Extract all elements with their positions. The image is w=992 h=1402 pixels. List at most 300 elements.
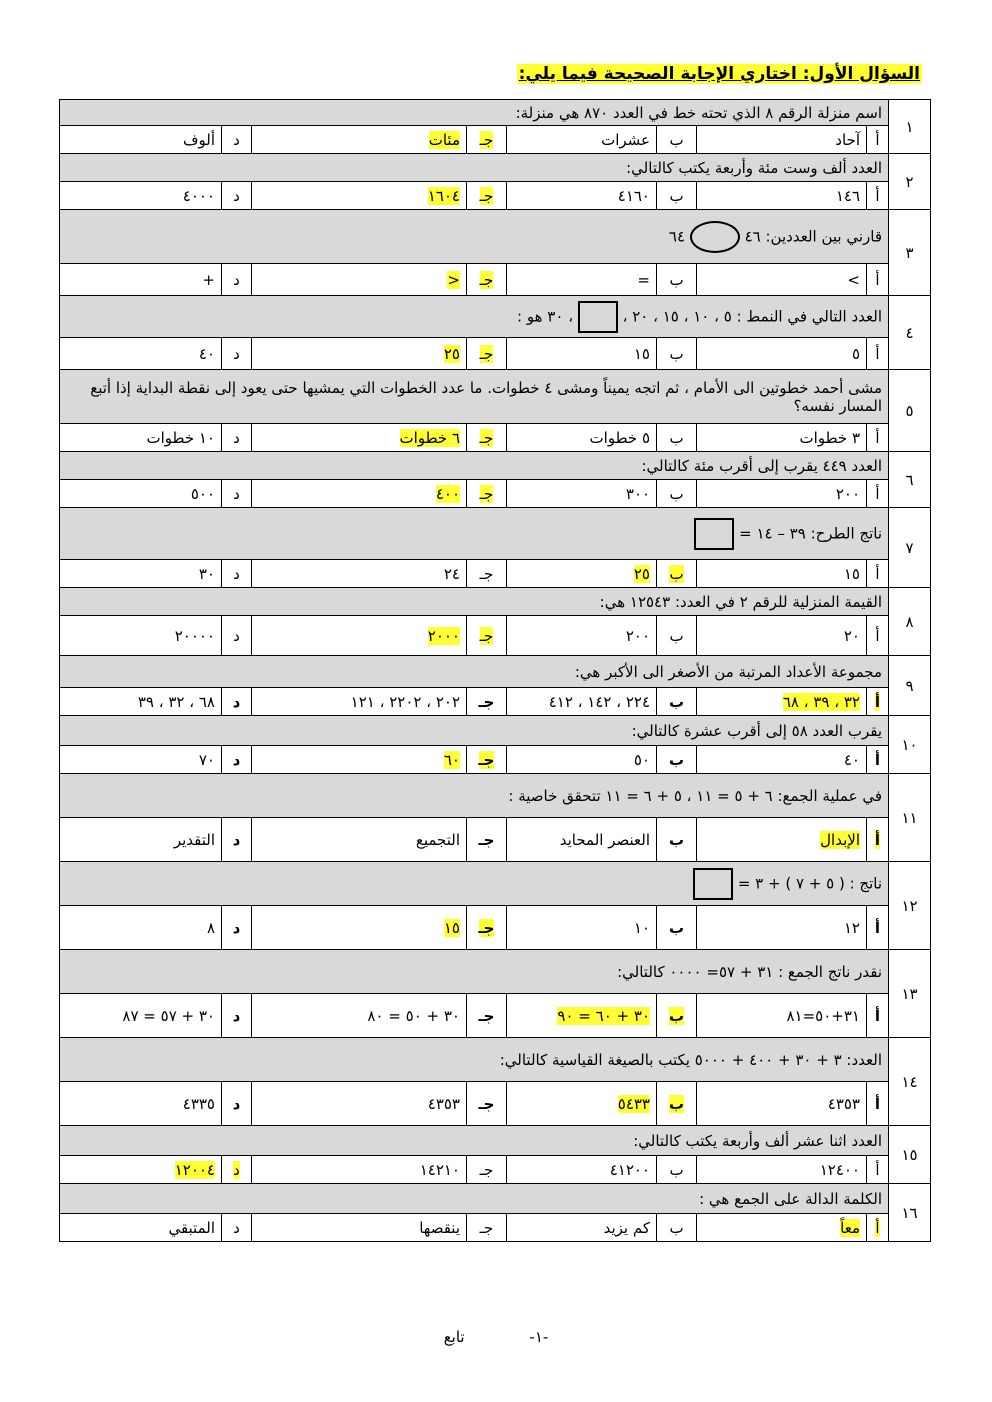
option-text: ٢٢٤ ، ١٤٢ ، ٤١٢ [548, 692, 650, 711]
question-text [60, 508, 889, 560]
option-text: ٤٠ [198, 344, 215, 363]
option-cell[interactable] [252, 126, 467, 154]
option-cell[interactable] [60, 480, 222, 508]
option-letter-text: د [233, 1160, 240, 1179]
option-letter-text: أ [875, 344, 880, 363]
option-letter [867, 746, 889, 774]
option-cell[interactable] [60, 264, 222, 296]
option-text: = [637, 270, 650, 289]
question-text [60, 1184, 889, 1214]
question-number: ٥ [889, 370, 931, 452]
option-letter-text: جـ [479, 428, 494, 447]
option-cell[interactable] [60, 182, 222, 210]
question-number: ٤ [889, 296, 931, 370]
option-letter [657, 1082, 697, 1126]
option-letter-text: أ [875, 564, 880, 583]
question-text [60, 1038, 889, 1082]
option-letter [467, 616, 507, 656]
option-text: ١٠ [633, 918, 650, 937]
option-letter [222, 818, 252, 862]
option-cell[interactable] [60, 1082, 222, 1126]
option-cell[interactable] [507, 616, 657, 656]
option-cell[interactable] [697, 424, 867, 452]
option-letter-text: جـ [478, 750, 495, 769]
option-text: ٨ [206, 918, 215, 937]
options-row [60, 906, 931, 950]
questions-table [59, 99, 931, 1242]
question-text [60, 210, 889, 264]
option-cell[interactable] [60, 818, 222, 862]
option-cell[interactable] [252, 746, 467, 774]
option-cell[interactable] [60, 616, 222, 656]
option-text: المتبقي [168, 1218, 215, 1237]
option-text: كم يزيد [603, 1218, 650, 1237]
option-letter [222, 480, 252, 508]
options-row [60, 480, 931, 508]
option-letter-text: ب [669, 1160, 684, 1179]
option-text: ٤٣٣٥ [182, 1094, 215, 1113]
option-text: ١٠ خطوات [146, 428, 215, 447]
option-letter [467, 480, 507, 508]
option-letter-text: جـ [479, 186, 494, 205]
option-text: ١٤٦ [835, 186, 860, 205]
option-letter-text: د [233, 626, 240, 645]
option-letter [657, 1156, 697, 1184]
option-cell[interactable] [252, 1082, 467, 1126]
option-letter-text: أ [875, 1160, 880, 1179]
page-number: -١- [529, 1328, 549, 1346]
option-letter-text: جـ [479, 270, 494, 289]
option-letter-text: د [232, 918, 241, 937]
option-letter-text: ب [669, 344, 684, 363]
option-text: ٧٠ [198, 750, 215, 769]
option-cell[interactable] [697, 560, 867, 588]
option-letter [657, 264, 697, 296]
option-cell[interactable] [507, 264, 657, 296]
options-row [60, 818, 931, 862]
question-number: ٢ [889, 154, 931, 210]
option-cell[interactable] [697, 1082, 867, 1126]
option-letter [222, 182, 252, 210]
option-letter [657, 126, 697, 154]
option-letter [867, 480, 889, 508]
question-text-main: قارني بين العددين: ٤٦ [744, 227, 882, 245]
option-text: < [447, 270, 460, 289]
page-footer [0, 1328, 992, 1346]
option-letter-text: أ [875, 484, 880, 503]
option-letter [657, 906, 697, 950]
option-letter-text: أ [875, 428, 880, 447]
question-text [60, 774, 889, 818]
options-row [60, 264, 931, 296]
option-letter [467, 818, 507, 862]
option-letter [222, 906, 252, 950]
option-cell[interactable] [60, 994, 222, 1038]
option-cell[interactable] [252, 616, 467, 656]
option-letter [867, 906, 889, 950]
option-letter [467, 560, 507, 588]
option-cell[interactable] [697, 264, 867, 296]
question-row [60, 210, 931, 264]
question-text-main: العدد التالي في النمط : ٥ ، ١٠ ، ١٥ ، ٢٠ ، [622, 307, 882, 325]
question-text-main: العدد ٤٤٩ يقرب إلى أقرب مئة كالتالي: [641, 456, 882, 475]
option-cell[interactable] [697, 1156, 867, 1184]
question-row [60, 862, 931, 906]
option-letter-text: د [233, 564, 240, 583]
option-cell[interactable] [507, 560, 657, 588]
option-letter [467, 1082, 507, 1126]
option-letter-text: ب [669, 1218, 684, 1237]
option-letter-text: ب [669, 186, 684, 205]
option-text: ٥٤٣٣ [617, 1094, 650, 1113]
question-number: ١٥ [889, 1126, 931, 1184]
option-text: ١٢ [843, 918, 860, 937]
question-row [60, 370, 931, 424]
question-row [60, 950, 931, 994]
option-cell[interactable] [252, 1156, 467, 1184]
option-cell[interactable] [252, 1214, 467, 1242]
options-row [60, 560, 931, 588]
option-letter [222, 616, 252, 656]
option-cell[interactable] [252, 818, 467, 862]
question-row [60, 1184, 931, 1214]
option-letter-text: أ [875, 626, 880, 645]
option-letter-text: د [233, 428, 240, 447]
option-letter [867, 560, 889, 588]
option-letter-text: أ [874, 830, 881, 849]
option-letter [867, 818, 889, 862]
answer-box[interactable] [694, 518, 734, 550]
option-text: ألوف [182, 130, 215, 149]
option-text: ١٦٠٤ [427, 186, 460, 205]
question-text-main: في عملية الجمع: ٦ + ٥ = ١١ ، ٥ + ٦ = ١١ تتحقق خاصية : [508, 786, 882, 805]
option-letter-text: جـ [479, 564, 494, 583]
option-text: آحاد [835, 130, 860, 149]
option-text: ٣٠ + ٥٧ = ٨٧ [122, 1006, 215, 1025]
option-cell[interactable] [697, 994, 867, 1038]
option-cell[interactable] [697, 126, 867, 154]
option-cell[interactable] [252, 182, 467, 210]
option-letter-text: د [232, 750, 241, 769]
option-letter [467, 424, 507, 452]
option-letter-text: ب [669, 484, 684, 503]
question-number: ١٤ [889, 1038, 931, 1126]
option-letter [657, 424, 697, 452]
option-text: الإبدال [820, 830, 860, 849]
question-text-main: ناتج : ( ٥ + ٧ ) + ٣ = [737, 874, 882, 892]
continue-label: تابع [443, 1328, 465, 1346]
question-text-main: يقرب العدد ٥٨ إلى أقرب عشرة كالتالي: [631, 721, 882, 740]
option-letter [467, 1214, 507, 1242]
option-text: ٤٠٠٠ [182, 186, 215, 205]
option-letter-text: د [232, 1094, 241, 1113]
answer-box[interactable] [578, 301, 618, 333]
option-letter-text: جـ [478, 918, 495, 937]
option-cell[interactable] [507, 424, 657, 452]
option-text: > [847, 270, 860, 289]
option-text: ٤٣٥٣ [827, 1094, 860, 1113]
option-letter-text: ب [668, 830, 685, 849]
options-row [60, 1156, 931, 1184]
option-cell[interactable] [252, 560, 467, 588]
option-letter [467, 1156, 507, 1184]
option-text: ٢٠٠ [625, 626, 650, 645]
option-text: ٤٠٠ [435, 484, 460, 503]
option-letter [867, 1156, 889, 1184]
option-cell[interactable] [507, 818, 657, 862]
option-cell[interactable] [252, 480, 467, 508]
question-number: ٨ [889, 588, 931, 656]
option-cell[interactable] [507, 746, 657, 774]
option-letter-text: أ [874, 1006, 881, 1025]
option-letter [657, 480, 697, 508]
option-letter-text: جـ [478, 1094, 495, 1113]
question-text [60, 588, 889, 616]
option-letter [467, 746, 507, 774]
option-letter [867, 1082, 889, 1126]
option-letter-text: ب [669, 428, 684, 447]
question-text [60, 862, 889, 906]
option-cell[interactable] [697, 1214, 867, 1242]
option-letter-text: ب [669, 270, 684, 289]
option-text: + [202, 270, 215, 289]
option-letter-text: د [233, 130, 240, 149]
option-cell[interactable] [252, 264, 467, 296]
option-text: معاً [840, 1218, 860, 1237]
option-text: التجميع [415, 830, 460, 849]
question-number: ١١ [889, 774, 931, 862]
option-text: ٣٠ + ٦٠ = ٩٠ [557, 1006, 650, 1025]
option-letter [467, 688, 507, 716]
option-letter [467, 994, 507, 1038]
option-cell[interactable] [507, 994, 657, 1038]
option-letter [467, 182, 507, 210]
question-text-main: العدد ألف وست مئة وأربعة يكتب كالتالي: [626, 158, 882, 177]
option-text: ٥ خطوات [589, 428, 650, 447]
option-letter [867, 688, 889, 716]
question-row [60, 154, 931, 182]
option-cell[interactable] [252, 338, 467, 370]
option-text: مئات [428, 130, 460, 149]
option-letter-text: د [233, 484, 240, 503]
option-letter [657, 688, 697, 716]
option-text: ٦٨ ، ٣٢ ، ٣٩ [137, 692, 215, 711]
option-cell[interactable] [507, 906, 657, 950]
option-text: ١٥ [633, 344, 650, 363]
option-letter [467, 126, 507, 154]
option-letter-text: ب [668, 750, 685, 769]
option-letter [867, 182, 889, 210]
options-row [60, 126, 931, 154]
option-text: ١٢٠٠٤ [174, 1160, 215, 1179]
option-cell[interactable] [60, 1214, 222, 1242]
option-text: ٥٠ [633, 750, 650, 769]
option-letter-text: أ [875, 270, 880, 289]
option-letter-text: أ [875, 130, 880, 149]
question-row [60, 1038, 931, 1082]
option-text: ٣٠٠ [625, 484, 650, 503]
question-row [60, 508, 931, 560]
option-letter-text: أ [875, 1218, 880, 1237]
question-row [60, 588, 931, 616]
option-letter [222, 126, 252, 154]
question-text [60, 716, 889, 746]
option-text: ١٤٢١٠ [419, 1160, 460, 1179]
question-text [60, 154, 889, 182]
option-letter [222, 560, 252, 588]
question-row [60, 1126, 931, 1156]
option-cell[interactable] [60, 688, 222, 716]
answer-box[interactable] [693, 868, 733, 900]
option-cell[interactable] [252, 424, 467, 452]
question-text-main: مجموعة الأعداد المرتبة من الأصغر الى الأكبر هي: [574, 662, 882, 681]
option-text: العنصر المحايد [559, 830, 650, 849]
option-letter-text: د [232, 830, 241, 849]
option-cell[interactable] [507, 338, 657, 370]
options-row [60, 424, 931, 452]
option-cell[interactable] [252, 994, 467, 1038]
option-letter-text: د [233, 344, 240, 363]
question-number: ٩ [889, 656, 931, 716]
option-cell[interactable] [507, 126, 657, 154]
option-text: ٣٠ + ٥٠ = ٨٠ [367, 1006, 460, 1025]
option-text: ١٥ [843, 564, 860, 583]
option-cell[interactable] [507, 182, 657, 210]
question-text-main: العدد: ٣ + ٣٠ + ٤٠٠ + ٥٠٠٠ يكتب بالصيغة القياسية كالتالي: [499, 1050, 882, 1069]
option-letter-text: د [232, 692, 241, 711]
option-letter-text: ب [669, 626, 684, 645]
option-letter-text: ب [669, 564, 684, 583]
option-text: ٥٠٠ [190, 484, 215, 503]
option-cell[interactable] [697, 906, 867, 950]
option-letter [657, 746, 697, 774]
option-letter-text: ب [668, 1094, 685, 1113]
option-cell[interactable] [507, 1214, 657, 1242]
option-letter-text: د [233, 186, 240, 205]
option-text: ٤٠ [843, 750, 860, 769]
option-text: ٢٥ [633, 564, 650, 583]
option-cell[interactable] [60, 424, 222, 452]
options-row [60, 746, 931, 774]
question-text-main: مشى أحمد خطوتين الى الأمام ، ثم اتجه يميناً ومشى ٤ خطوات. ما عدد الخطوات التي يمشيها حتى يعود إلى نقطة البداية إذا أتبع المسار نفسه؟ [90, 378, 882, 415]
option-text: التقدير [173, 830, 215, 849]
option-cell[interactable] [60, 1156, 222, 1184]
question-text [60, 1126, 889, 1156]
option-letter [867, 264, 889, 296]
option-cell[interactable] [60, 338, 222, 370]
option-letter [222, 424, 252, 452]
question-row [60, 774, 931, 818]
option-cell[interactable] [60, 746, 222, 774]
question-text [60, 950, 889, 994]
question-text [60, 370, 889, 424]
option-letter-text: جـ [478, 1006, 495, 1025]
option-text: ٢٠٢ ، ٢٢٠٢ ، ١٢١ [350, 692, 460, 711]
option-letter-text: د [233, 270, 240, 289]
option-letter-text: جـ [479, 626, 494, 645]
option-cell[interactable] [697, 480, 867, 508]
option-letter [657, 818, 697, 862]
option-letter-text: د [232, 1006, 241, 1025]
option-letter [222, 1156, 252, 1184]
option-cell[interactable] [252, 688, 467, 716]
answer-circle[interactable] [690, 221, 740, 253]
option-text: ٢٠٠٠ [427, 626, 460, 645]
option-cell[interactable] [60, 560, 222, 588]
option-text: ٤١٢٠٠ [609, 1160, 650, 1179]
option-text: ١٥ [443, 918, 460, 937]
option-cell[interactable] [507, 688, 657, 716]
option-letter [222, 1214, 252, 1242]
options-row [60, 1082, 931, 1126]
option-letter [222, 338, 252, 370]
option-cell[interactable] [60, 906, 222, 950]
option-cell[interactable] [697, 182, 867, 210]
option-cell[interactable] [697, 616, 867, 656]
option-letter [467, 264, 507, 296]
option-text: ٤٣٥٣ [427, 1094, 460, 1113]
option-letter-text: أ [874, 1094, 881, 1113]
option-cell[interactable] [507, 1082, 657, 1126]
option-cell[interactable] [697, 818, 867, 862]
option-letter-text: جـ [479, 344, 494, 363]
question-number: ٧ [889, 508, 931, 588]
question-number: ١٣ [889, 950, 931, 1038]
option-cell[interactable] [252, 906, 467, 950]
question-row [60, 716, 931, 746]
question-text-main: الكلمة الدالة على الجمع هي : [699, 1189, 882, 1208]
section-heading: السؤال الأول: اختاري الإجابة الصحيحة فيما يلي: [518, 64, 920, 84]
question-row [60, 296, 931, 338]
option-letter [222, 264, 252, 296]
option-text: ينقصها [419, 1218, 460, 1237]
option-letter-text: جـ [479, 484, 494, 503]
option-letter-text: ب [669, 130, 684, 149]
option-letter-text: ب [668, 692, 685, 711]
option-text: ٣ خطوات [799, 428, 860, 447]
option-letter-text: أ [874, 750, 881, 769]
option-letter [867, 1214, 889, 1242]
option-letter [867, 338, 889, 370]
option-letter [657, 994, 697, 1038]
option-text: ٢٥ [443, 344, 460, 363]
option-letter-text: جـ [478, 830, 495, 849]
question-text-main: ناتج الطرح: ٣٩ – ١٤ = [739, 524, 882, 542]
option-letter-text: جـ [478, 692, 495, 711]
option-cell[interactable] [60, 126, 222, 154]
options-row [60, 338, 931, 370]
option-cell[interactable] [507, 480, 657, 508]
question-text-main: اسم منزلة الرقم ٨ الذي تحته خط في العدد ٨٧٠ هي منزلة: [515, 103, 882, 122]
option-cell[interactable] [697, 746, 867, 774]
option-cell[interactable] [507, 1156, 657, 1184]
option-cell[interactable] [697, 338, 867, 370]
option-text: ٦٠ [443, 750, 460, 769]
option-text: ٢٠٠٠٠ [174, 626, 215, 645]
options-row [60, 688, 931, 716]
question-text [60, 656, 889, 688]
question-row [60, 100, 931, 126]
option-letter-text: جـ [479, 1218, 494, 1237]
option-letter [657, 338, 697, 370]
option-letter [657, 560, 697, 588]
question-row [60, 656, 931, 688]
question-text-main: العدد اثنا عشر ألف وأربعة يكتب كالتالي: [633, 1131, 882, 1150]
option-cell[interactable] [697, 688, 867, 716]
question-text-main: القيمة المنزلية للرقم ٢ في العدد: ١٢٥٤٣ هي: [599, 592, 882, 611]
question-number: ١٠ [889, 716, 931, 774]
option-text: ٢٠٠ [835, 484, 860, 503]
